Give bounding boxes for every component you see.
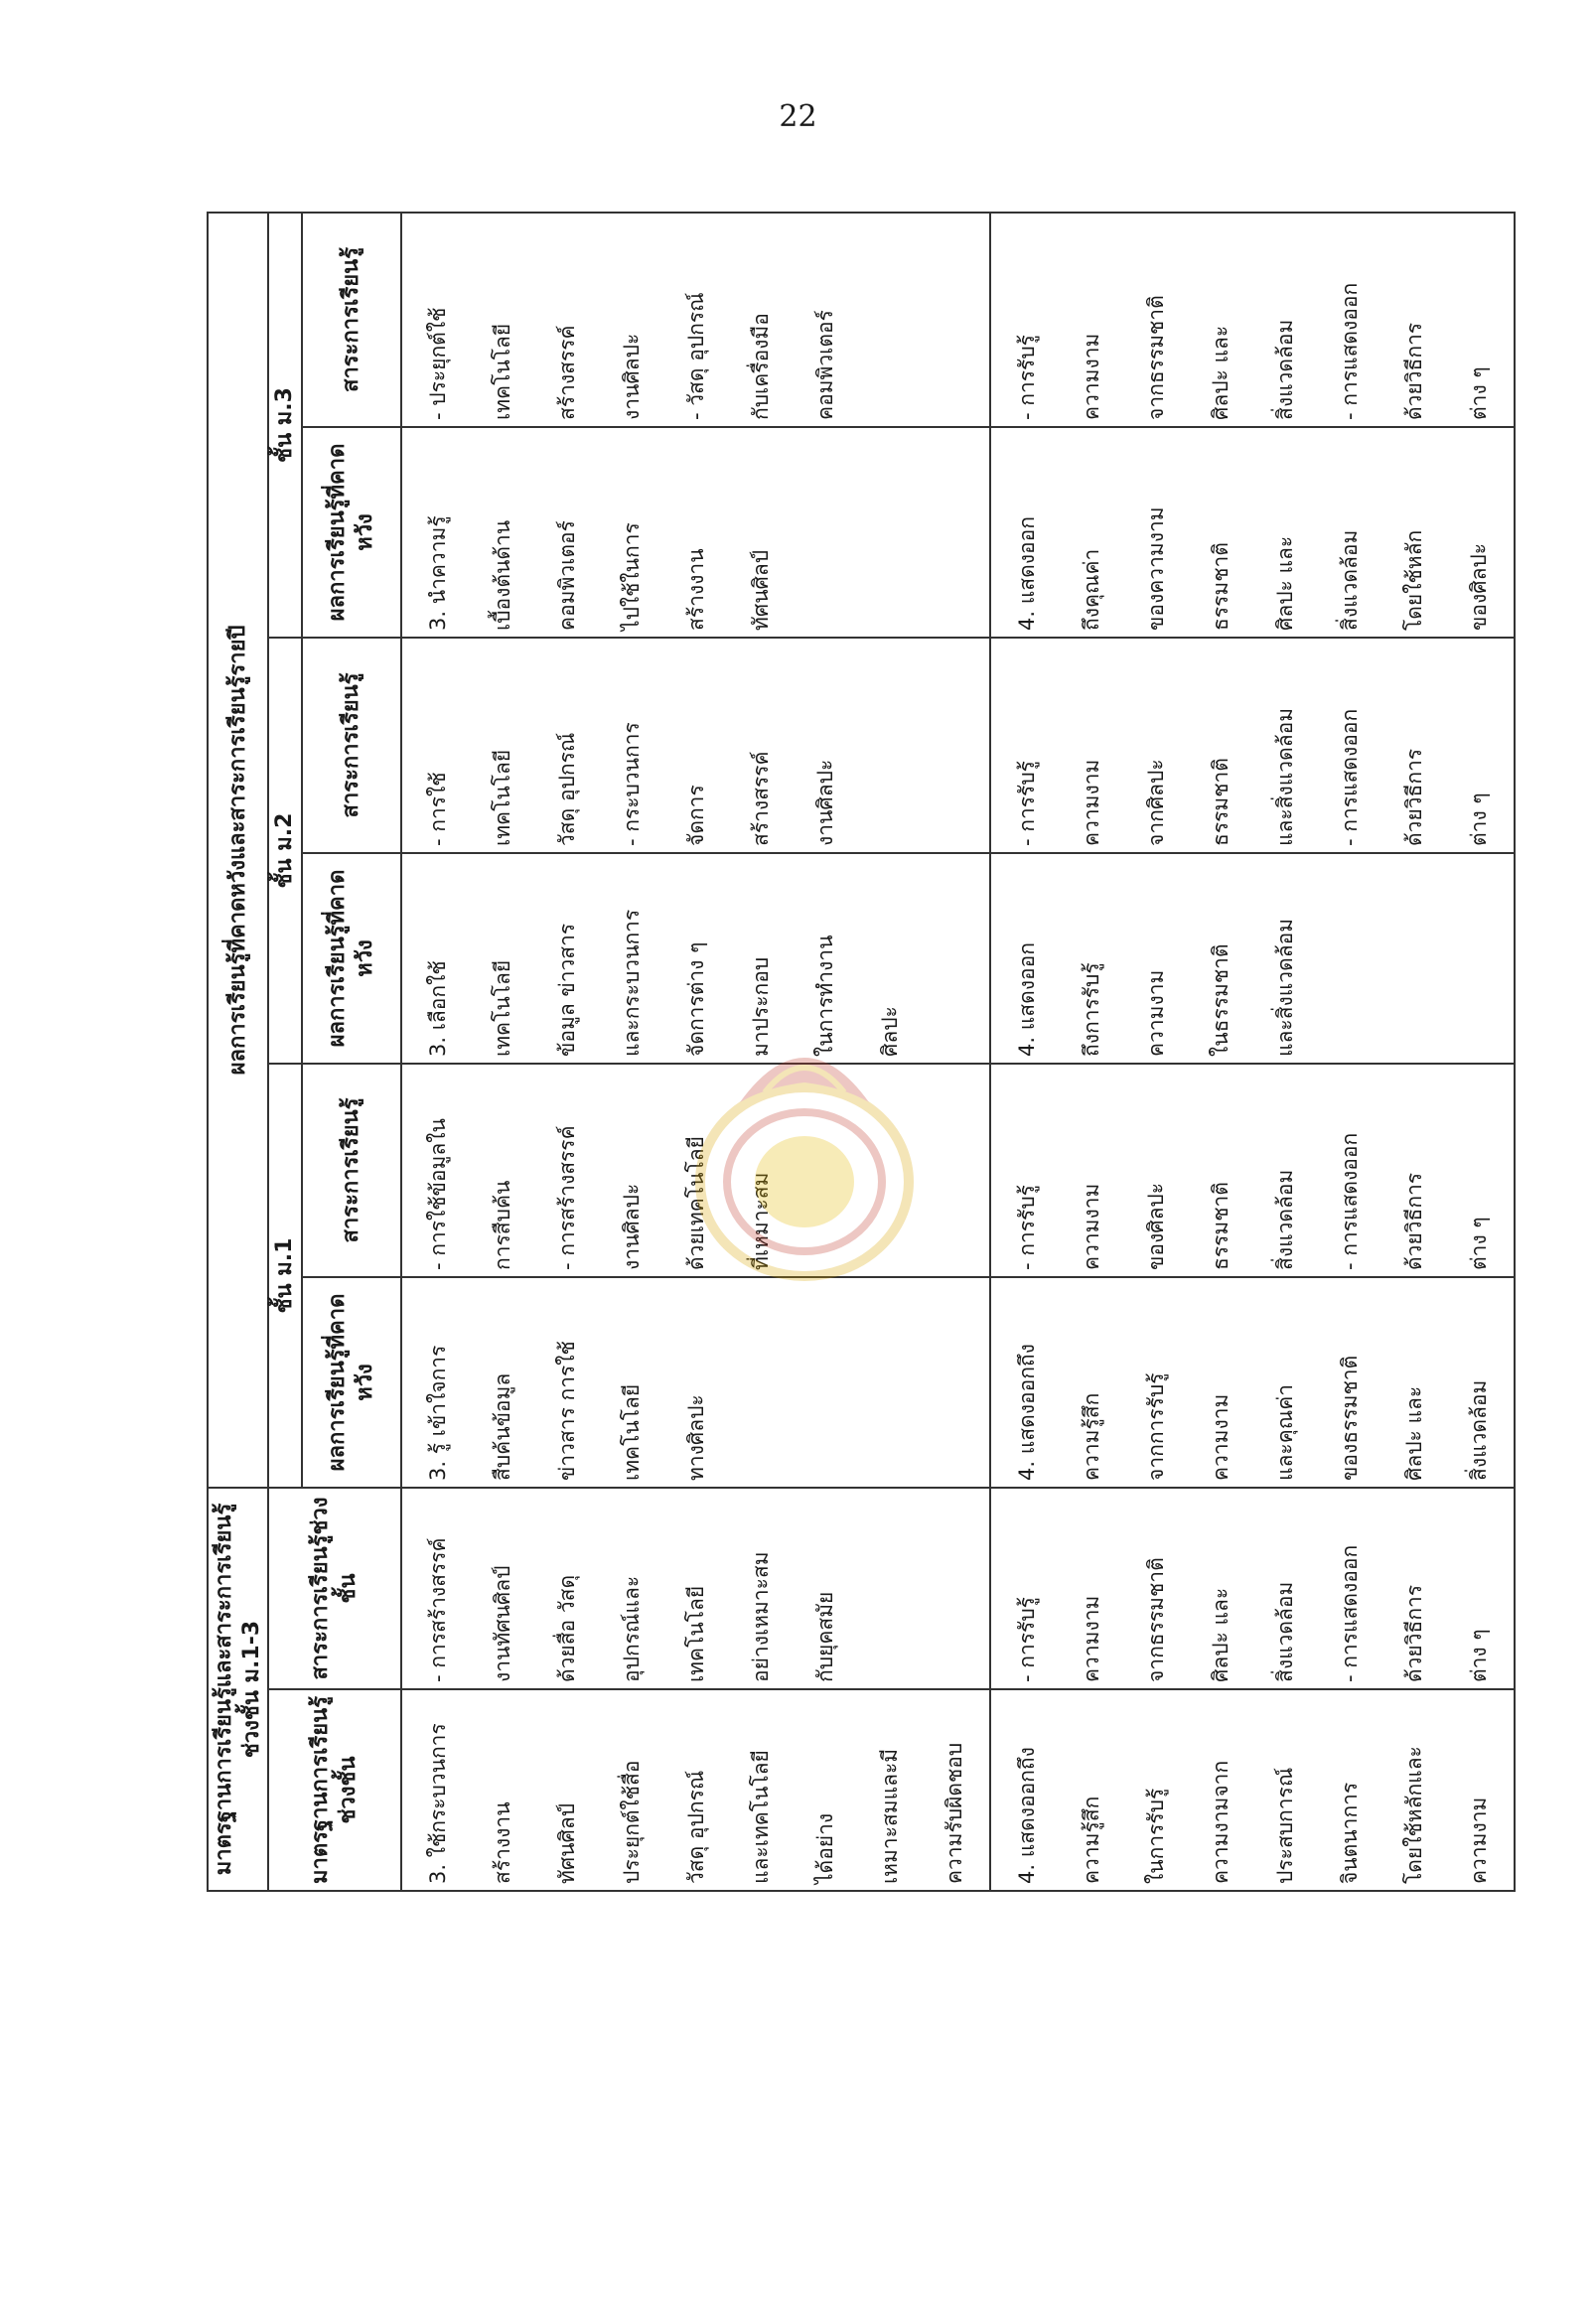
cell-line: คอมพิวเตอร์ — [554, 520, 579, 631]
cell-line: - การรับรู้ — [1014, 335, 1039, 420]
cell-line: ทัศนศิลป์ — [554, 1802, 579, 1884]
cell-line: สิ่งแวดล้อม — [1272, 1581, 1297, 1682]
cell-line: งานศิลปะ — [812, 759, 837, 846]
cell-line: วัสดุ อุปกรณ์ — [683, 1770, 708, 1884]
cell-line: ด้วยวิธีการ — [1401, 322, 1426, 420]
rotated-table-container — [207, 214, 1491, 1892]
cell-line: สร้างสรรค์ — [554, 325, 579, 420]
cell-m2-outcome — [401, 853, 990, 1064]
cell-line: - การใช้ข้อมูลใน — [425, 1118, 450, 1270]
cell-line: ในการรับรู้ — [1143, 1788, 1168, 1884]
cell-line: 4. แสดงออก — [1014, 516, 1039, 631]
header-standards-group: มาตรฐานการเรียนรู้และสาระการเรียนรู้ช่วงชั้น ม.1-3 — [208, 1488, 268, 1891]
cell-line: อย่างเหมาะสม — [748, 1551, 773, 1682]
cell-line: จากธรรมชาติ — [1143, 1557, 1168, 1682]
header-outcomes-group: ผลการเรียนรู้ที่คาดหวังและสาระการเรียนรู้รายปี — [208, 213, 268, 1488]
cell-line: โดยใช้หลักและ — [1401, 1746, 1426, 1884]
cell-line: การสืบค้น — [490, 1180, 514, 1270]
cell-standard — [990, 1689, 1515, 1891]
cell-line: สืบค้นข้อมูล — [490, 1372, 514, 1481]
header-m2-content: สาระการเรียนรู้ — [302, 638, 401, 853]
table-row — [401, 213, 990, 1891]
header-span-content: สาระการเรียนรู้ช่วงชั้น — [268, 1488, 401, 1689]
cell-line: และกระบวนการ — [619, 909, 644, 1057]
cell-line: ต่าง ๆ — [1466, 792, 1491, 846]
cell-line: ความรู้สึก — [1079, 1392, 1103, 1481]
cell-line: ต่าง ๆ — [1466, 366, 1491, 420]
header-grade-m3: ชั้น ม.3 — [268, 213, 302, 638]
header-standard: มาตรฐานการเรียนรู้ช่วงชั้น — [268, 1689, 401, 1891]
cell-line: - การรับรู้ — [1014, 1185, 1039, 1270]
cell-line: ศิลปะ และ — [1401, 1385, 1426, 1481]
cell-line: มาประกอบ — [748, 956, 773, 1057]
cell-line: 4. แสดงออก — [1014, 942, 1039, 1057]
cell-line: ประสบการณ์ — [1272, 1767, 1297, 1884]
header-grade-m2: ชั้น ม.2 — [268, 638, 302, 1064]
table-frame — [207, 214, 1491, 1892]
cell-line: วัสดุ อุปกรณ์ — [554, 732, 579, 846]
cell-line: ที่เหมาะสม — [748, 1172, 773, 1270]
cell-line: สร้างงาน — [683, 548, 708, 631]
cell-m3-outcome — [990, 427, 1515, 638]
cell-line: สร้างสรรค์ — [748, 751, 773, 846]
cell-line: เทคโนโลยี — [683, 1585, 708, 1682]
cell-line: ของศิลปะ — [1466, 542, 1491, 631]
cell-line: ทัศนศิลป์ — [748, 549, 773, 631]
cell-line: - การใช้ — [425, 772, 450, 846]
cell-m3-content — [401, 213, 990, 427]
cell-line: ไปใช้ในการ — [619, 522, 644, 631]
cell-line: งานศิลปะ — [619, 333, 644, 420]
cell-line: ศิลปะ และ — [1272, 535, 1297, 631]
cell-line: จากธรรมชาติ — [1143, 295, 1168, 420]
cell-line: 4. แสดงออกถึง — [1014, 1747, 1039, 1884]
cell-m1-outcome — [401, 1277, 990, 1488]
cell-line: ความรับผิดชอบ — [942, 1742, 966, 1884]
cell-line: ข่าวสาร การใช้ — [554, 1341, 579, 1481]
header-grade-m1: ชั้น ม.1 — [268, 1064, 302, 1488]
cell-line: - ประยุกต์ใช้ — [425, 307, 450, 420]
cell-line: สิ่งแวดล้อม — [1337, 529, 1362, 631]
curriculum-table — [207, 212, 1516, 1892]
cell-line: ของธรรมชาติ — [1337, 1355, 1362, 1481]
cell-line: ทางศิลปะ — [683, 1394, 708, 1481]
cell-line: จินตนาการ — [1337, 1782, 1362, 1884]
cell-line: สิ่งแวดล้อม — [1272, 319, 1297, 420]
cell-line: เทคโนโลยี — [619, 1383, 644, 1481]
cell-line: ความงาม — [1466, 1797, 1491, 1884]
cell-line: จัดการ — [683, 785, 708, 846]
cell-line: กับเครื่องมือ — [748, 313, 773, 420]
cell-line: 3. รู้ เข้าใจการ — [425, 1345, 450, 1481]
header-m1-outcome: ผลการเรียนรู้ที่คาดหวัง — [302, 1277, 401, 1488]
page-number: 22 — [779, 99, 817, 134]
cell-line: - กระบวนการ — [619, 722, 644, 846]
cell-line: เหมาะสมและมี — [877, 1748, 902, 1884]
cell-m2-outcome — [990, 853, 1515, 1064]
cell-line: ความงาม — [1208, 1393, 1233, 1481]
cell-line: ในการทำงาน — [812, 935, 837, 1057]
cell-line: ความงาม — [1079, 1595, 1103, 1682]
cell-line: จากศิลปะ — [1143, 759, 1168, 846]
cell-span-content — [990, 1488, 1515, 1689]
cell-line: ได้อย่าง — [812, 1812, 837, 1884]
cell-line: 3. นำความรู้ — [425, 515, 450, 631]
cell-line: ความงาม — [1079, 333, 1103, 420]
cell-m3-outcome — [401, 427, 990, 638]
cell-line: 4. แสดงออกถึง — [1014, 1344, 1039, 1481]
cell-line: ความงาม — [1079, 1183, 1103, 1270]
cell-line: ถึงการรับรู้ — [1079, 962, 1103, 1057]
cell-line: อุปกรณ์และ — [619, 1575, 644, 1682]
cell-line: - การสร้างสรรค์ — [425, 1537, 450, 1682]
cell-line: ต่าง ๆ — [1466, 1629, 1491, 1682]
cell-line: ถึงคุณค่า — [1079, 548, 1103, 631]
cell-line: ด้วยวิธีการ — [1401, 748, 1426, 846]
cell-line: ความงาม — [1143, 969, 1168, 1057]
cell-line: ข้อมูล ข่าวสาร — [554, 923, 579, 1057]
cell-line: จากการรับรู้ — [1143, 1372, 1168, 1481]
cell-line: และเทคโนโลยี — [748, 1750, 773, 1884]
cell-line: ศิลปะ และ — [1208, 1587, 1233, 1682]
cell-line: เทคโนโลยี — [490, 749, 514, 846]
header-m2-outcome: ผลการเรียนรู้ที่คาดหวัง — [302, 853, 401, 1064]
header-m1-content: สาระการเรียนรู้ — [302, 1064, 401, 1277]
cell-line: คอมพิวเตอร์ — [812, 310, 837, 420]
cell-line: ด้วยวิธีการ — [1401, 1172, 1426, 1270]
cell-line: จัดการต่าง ๆ — [683, 941, 708, 1057]
cell-line: 3. ใช้กระบวนการ — [425, 1723, 450, 1884]
table-row — [990, 213, 1515, 1891]
cell-line: ธรรมชาติ — [1208, 1182, 1233, 1270]
cell-line: - การแสดงออก — [1337, 1132, 1362, 1270]
cell-line: สิ่งแวดล้อม — [1466, 1379, 1491, 1481]
cell-line: ด้วยสื่อ วัสดุ — [554, 1574, 579, 1682]
cell-line: ในธรรมชาติ — [1208, 943, 1233, 1057]
cell-line: - การแสดงออก — [1337, 708, 1362, 846]
cell-line: เบื้องต้นด้าน — [490, 519, 514, 631]
cell-line: สิ่งแวดล้อม — [1272, 1169, 1297, 1270]
cell-line: ของความงาม — [1143, 506, 1168, 631]
cell-line: งานศิลปะ — [619, 1183, 644, 1270]
cell-m1-content — [990, 1064, 1515, 1277]
cell-m1-outcome — [990, 1277, 1515, 1488]
cell-line: เทคโนโลยี — [490, 959, 514, 1057]
cell-line: ด้วยวิธีการ — [1401, 1584, 1426, 1682]
cell-line: เทคโนโลยี — [490, 323, 514, 420]
header-m3-outcome: ผลการเรียนรู้ที่คาดหวัง — [302, 427, 401, 638]
cell-line: และคุณค่า — [1272, 1383, 1297, 1481]
cell-line: ต่าง ๆ — [1466, 1217, 1491, 1270]
cell-line: ธรรมชาติ — [1208, 758, 1233, 846]
cell-line: โดยใช้หลัก — [1401, 529, 1426, 631]
cell-line: - การสร้างสรรค์ — [554, 1125, 579, 1270]
cell-line: - วัสดุ อุปกรณ์ — [683, 292, 708, 420]
cell-line: สร้างงาน — [490, 1801, 514, 1884]
cell-m3-content — [990, 213, 1515, 427]
cell-m2-content — [401, 638, 990, 853]
cell-line: - การแสดงออก — [1337, 1544, 1362, 1682]
cell-line: ความรู้สึก — [1079, 1796, 1103, 1884]
cell-m1-content — [401, 1064, 990, 1277]
cell-line: ความงามจาก — [1208, 1760, 1233, 1884]
cell-line: ประยุกต์ใช้สื่อ — [619, 1760, 644, 1884]
cell-line: - การแสดงออก — [1337, 282, 1362, 420]
cell-line: กับยุคสมัย — [812, 1591, 837, 1682]
cell-line: ศิลปะ และ — [1208, 325, 1233, 420]
cell-line: ด้วยเทคโนโลยี — [683, 1136, 708, 1270]
cell-line: งานทัศนศิลป์ — [490, 1565, 514, 1682]
cell-line: 3. เลือกใช้ — [425, 960, 450, 1057]
cell-standard — [401, 1689, 990, 1891]
cell-line: ความงาม — [1079, 759, 1103, 846]
cell-line: ธรรมชาติ — [1208, 542, 1233, 631]
cell-span-content — [401, 1488, 990, 1689]
cell-line: ศิลปะ — [877, 1006, 902, 1057]
cell-m2-content — [990, 638, 1515, 853]
cell-line: - การรับรู้ — [1014, 761, 1039, 846]
cell-line: ของศิลปะ — [1143, 1182, 1168, 1270]
header-m3-content: สาระการเรียนรู้ — [302, 213, 401, 427]
cell-line: และสิ่งแวดล้อม — [1272, 707, 1297, 846]
cell-line: และสิ่งแวดล้อม — [1272, 918, 1297, 1057]
cell-line: - การรับรู้ — [1014, 1597, 1039, 1682]
